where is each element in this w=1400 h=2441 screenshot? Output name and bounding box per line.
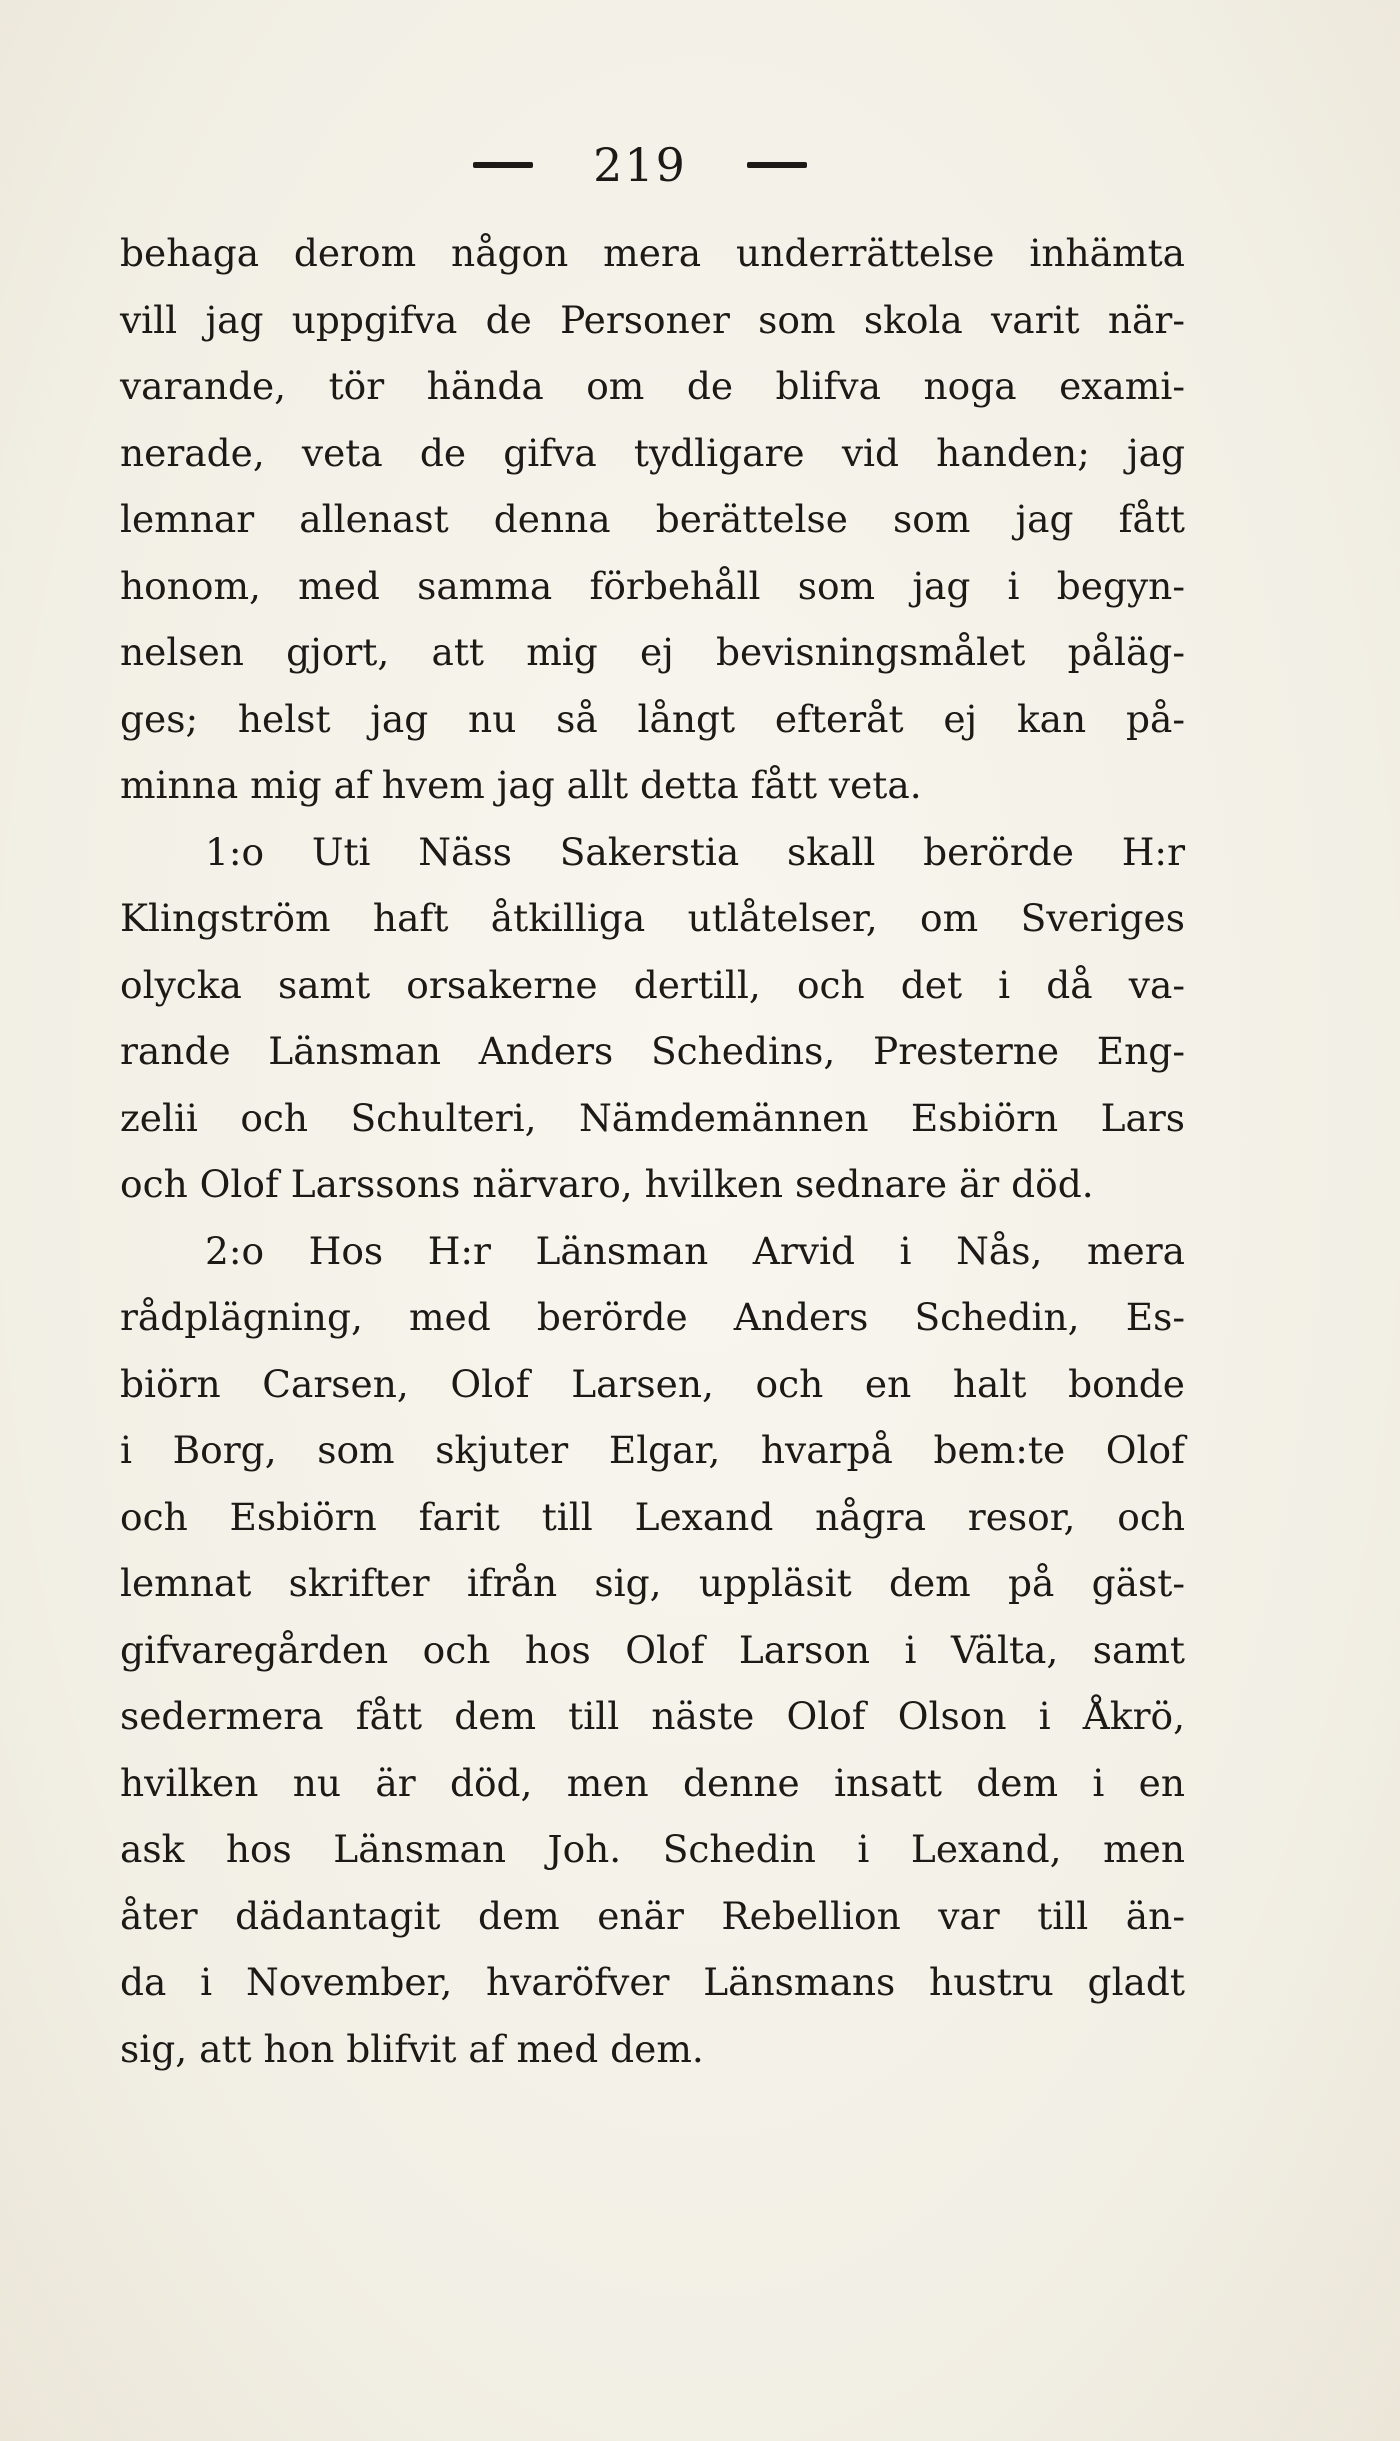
text-line: rådplägning, med berörde Anders Schedin, Es- xyxy=(120,1295,1185,1339)
page-number: 219 xyxy=(593,138,687,192)
text-line: och Olof Larssons närvaro, hvilken sednare är död. xyxy=(120,1162,1094,1206)
text-line: olycka samt orsakerne dertill, och det i då va- xyxy=(120,962,1185,1007)
text-line: ges; helst jag nu så långt efteråt ej kan på- xyxy=(120,696,1185,741)
text-line: nerade, veta de gifva tydligare vid handen; jag xyxy=(120,430,1185,475)
text-line: ask hos Länsman Joh. Schedin i Lexand, men xyxy=(120,1827,1185,1871)
text-line: i Borg, som skjuter Elgar, hvarpå bem:te Olof xyxy=(120,1428,1185,1472)
text-line: biörn Carsen, Olof Larsen, och en halt bonde xyxy=(120,1361,1185,1406)
text-line: och Esbiörn farit till Lexand några resor, och xyxy=(120,1494,1185,1539)
header-dash-left xyxy=(473,162,533,168)
page-header xyxy=(430,135,850,195)
text-line: lemnar allenast denna berättelse som jag fått xyxy=(120,497,1185,541)
text-line: honom, med samma förbehåll som jag i begyn- xyxy=(120,563,1185,608)
text-line: rande Länsman Anders Schedins, Presterne Eng- xyxy=(120,1029,1185,1073)
text-line: sedermera fått dem till näste Olof Olson i Åkrö, xyxy=(120,1694,1185,1738)
text-line: minna mig af hvem jag allt detta fått veta. xyxy=(120,763,922,807)
text-line: zelii och Schulteri, Nämdemännen Esbiörn Lars xyxy=(120,1095,1185,1140)
text-line: varande, tör hända om de blifva noga exami- xyxy=(120,364,1185,408)
text-line: vill jag uppgifva de Personer som skola varit när- xyxy=(120,297,1185,342)
text-line: da i November, hvaröfver Länsmans hustru gladt xyxy=(120,1960,1185,2004)
text-line: lemnat skrifter ifrån sig, uppläsit dem på gäst- xyxy=(120,1561,1185,1605)
text-line: nelsen gjort, att mig ej bevisningsmålet påläg- xyxy=(120,630,1185,674)
text-line: Klingström haft åtkilliga utlåtelser, om Sveriges xyxy=(120,896,1185,940)
text-line: behaga derom någon mera underrättelse inhämta xyxy=(120,231,1185,275)
header-dash-right xyxy=(747,162,807,168)
text-line: åter dädantagit dem enär Rebellion var till än- xyxy=(120,1893,1185,1938)
paragraph-first-line: 1:o Uti Näss Sakerstia skall berörde H:r xyxy=(205,829,1185,874)
text-line: gifvaregården och hos Olof Larson i Välta, samt xyxy=(120,1627,1185,1672)
body-text xyxy=(120,220,1185,2082)
text-line: sig, att hon blifvit af med dem. xyxy=(120,2026,704,2071)
paragraph-first-line: 2:o Hos H:r Länsman Arvid i Nås, mera xyxy=(205,1228,1185,1273)
text-line: hvilken nu är död, men denne insatt dem i en xyxy=(120,1760,1185,1805)
